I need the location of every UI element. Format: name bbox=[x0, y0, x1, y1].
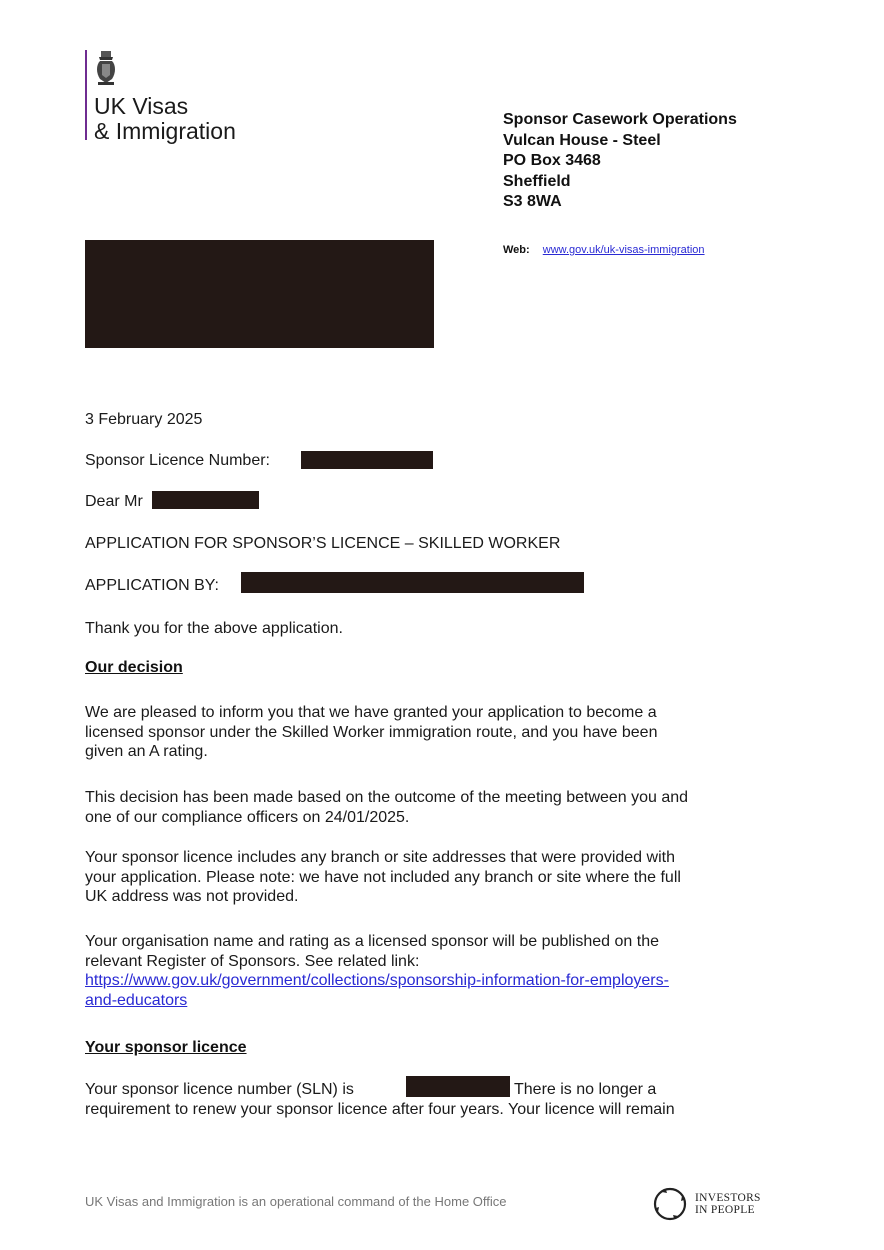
logo-text-line1: UK Visas bbox=[94, 93, 189, 119]
investors-in-people-icon bbox=[650, 1184, 690, 1224]
royal-crest-icon bbox=[94, 51, 118, 87]
address-line: Vulcan House - Steel bbox=[503, 131, 661, 149]
paragraph-meeting bbox=[85, 788, 805, 827]
address-line: PO Box 3468 bbox=[503, 152, 601, 169]
sln-text-after: There is no longer a bbox=[514, 1081, 657, 1098]
paragraph-line: relevant Register of Sponsors. See related link: bbox=[85, 952, 420, 970]
paragraph-line: UK address was not provided. bbox=[85, 888, 299, 905]
address-line: S3 8WA bbox=[503, 193, 562, 210]
iip-line1: INVESTORS bbox=[695, 1192, 761, 1204]
sln-text-line2: requirement to renew your sponsor licence after four years. Your licence will remain bbox=[85, 1101, 675, 1118]
web-label: Web: bbox=[503, 244, 530, 256]
licence-number-redaction bbox=[301, 451, 433, 469]
paragraph-branches bbox=[85, 848, 805, 907]
letter-date: 3 February 2025 bbox=[85, 411, 203, 428]
name-redaction bbox=[152, 491, 259, 509]
web-link[interactable]: www.gov.uk/uk-visas-immigration bbox=[542, 244, 705, 256]
recipient-address-redaction bbox=[85, 240, 434, 348]
paragraph-line: one of our compliance officers on 24/01/2025. bbox=[85, 808, 410, 826]
paragraph-line: This decision has been made based on the outcome of the meeting between you and bbox=[85, 789, 689, 806]
salutation: Dear Mr bbox=[85, 493, 143, 510]
section-heading-licence: Your sponsor licence bbox=[85, 1039, 247, 1056]
sender-address bbox=[503, 110, 737, 213]
paragraph-line: your application. Please note: we have not included any branch or site where the full bbox=[85, 868, 681, 886]
sln-text-before: Your sponsor licence number (SLN) is bbox=[85, 1081, 354, 1098]
register-link-line1[interactable]: https://www.gov.uk/government/collections/sponsorship-information-for-employers- bbox=[85, 972, 669, 989]
paragraph-decision bbox=[85, 703, 805, 762]
footer-text: UK Visas and Immigration is an operational command of the Home Office bbox=[85, 1194, 507, 1209]
subject-line: APPLICATION FOR SPONSOR’S LICENCE – SKILLED WORKER bbox=[85, 535, 561, 552]
investors-in-people-text bbox=[695, 1192, 761, 1216]
address-line: Sheffield bbox=[503, 172, 571, 190]
licence-number-label: Sponsor Licence Number: bbox=[85, 452, 270, 469]
paragraph-line: given an A rating. bbox=[85, 743, 208, 760]
iip-line2: IN PEOPLE bbox=[695, 1204, 755, 1216]
paragraph-line: Your sponsor licence includes any branch or site addresses that were provided with bbox=[85, 849, 675, 866]
logo-text-line2: & Immigration bbox=[94, 118, 236, 144]
paragraph-line: We are pleased to inform you that we have granted your application to become a bbox=[85, 704, 657, 721]
sln-redaction bbox=[406, 1076, 510, 1097]
paragraph-register bbox=[85, 932, 805, 1010]
paragraph-line: licensed sponsor under the Skilled Worker immigration route, and you have been bbox=[85, 723, 658, 741]
address-line: Sponsor Casework Operations bbox=[503, 111, 737, 128]
thanks-line: Thank you for the above application. bbox=[85, 620, 343, 637]
register-link-line2[interactable]: and-educators bbox=[85, 991, 188, 1009]
application-by-label: APPLICATION BY: bbox=[85, 577, 219, 594]
section-heading-decision: Our decision bbox=[85, 659, 183, 676]
paragraph-line: Your organisation name and rating as a licensed sponsor will be published on the bbox=[85, 933, 660, 950]
logo-divider-bar bbox=[85, 50, 87, 140]
applicant-redaction bbox=[241, 572, 584, 593]
web-line bbox=[503, 244, 705, 256]
